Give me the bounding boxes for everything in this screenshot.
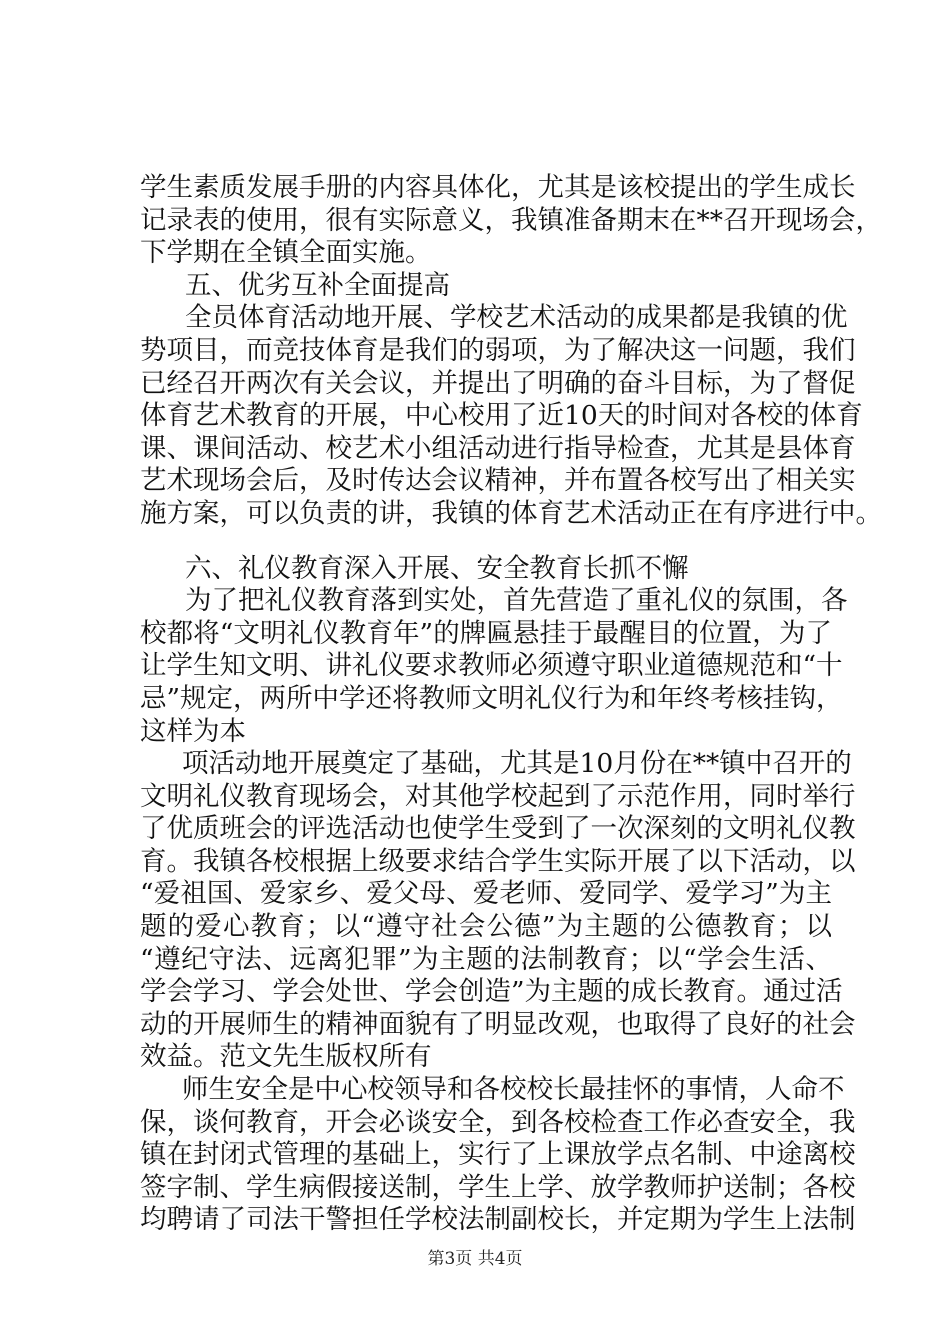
text-line: 了优质班会的评选活动也使学生受到了一次深刻的文明礼仪教 (140, 813, 856, 845)
text-line: 课、课间活动、校艺术小组活动进行指导检查，尤其是县体育 (140, 432, 856, 464)
section-heading-6: 六、礼仪教育深入开展、安全教育长抓不懈 (185, 552, 689, 584)
text-line: 忌”规定，两所中学还将教师文明礼仪行为和年终考核挂钩， (140, 682, 843, 714)
paragraph-gap (140, 531, 832, 553)
text-line: 全员体育活动地开展、学校艺术活动的成果都是我镇的优 (185, 302, 848, 334)
text-line: 镇在封闭式管理的基础上，实行了上课放学点名制、中途离校 (140, 1139, 856, 1171)
text-line: 效益。范文先生版权所有 (140, 1041, 432, 1073)
text-line: 项活动地开展奠定了基础，尤其是10月份在**镇中召开的 (182, 748, 852, 780)
text-line: 保，谈何教育，开会必谈安全，到各校检查工作必查安全，我 (140, 1106, 856, 1138)
text-line: 已经召开两次有关会议，并提出了明确的奋斗目标，为了督促 (140, 367, 856, 399)
text-line: 让学生知文明、讲礼仪要求教师必须遵守职业道德规范和“十 (140, 650, 843, 682)
section-heading-5: 五、优劣互补全面提高 (185, 269, 450, 301)
text-line: 学会学习、学会处世、学会创造”为主题的成长教育。通过活 (140, 976, 843, 1008)
text-line: 签字制、学生病假接送制，学生上学、放学教师护送制；各校 (140, 1171, 856, 1203)
text-line: 师生安全是中心校领导和各校校长最挂怀的事情，人命不 (182, 1074, 845, 1106)
text-line: 学生素质发展手册的内容具体化，尤其是该校提出的学生成长 (140, 172, 856, 203)
text-line: 施方案，可以负责的讲，我镇的体育艺术活动正在有序进行中。 (140, 497, 882, 529)
text-line: 育。我镇各校根据上级要求结合学生实际开展了以下活动，以 (140, 845, 856, 877)
text-line: 动的开展师生的精神面貌有了明显改观，也取得了良好的社会 (140, 1008, 856, 1040)
text-line: “爱祖国、爱家乡、爱父母、爱老师、爱同学、爱学习”为主 (140, 878, 832, 910)
text-line: 下学期在全镇全面实施。 (140, 237, 432, 269)
text-line: 文明礼仪教育现场会，对其他学校起到了示范作用，同时举行 (140, 780, 856, 812)
text-line: 艺术现场会后，及时传达会议精神，并布置各校写出了相关实 (140, 465, 856, 497)
text-line: 这样为本 (140, 715, 246, 747)
text-line: 题的爱心教育；以“遵守社会公德”为主题的公德教育；以 (140, 911, 832, 943)
text-line: “遵纪守法、远离犯罪”为主题的法制教育；以“学会生活、 (140, 943, 832, 975)
text-line: 记录表的使用，很有实际意义，我镇准备期末在**召开现场会， (140, 204, 882, 236)
body-text (140, 172, 882, 1237)
text-line: 校都将“文明礼仪教育年”的牌匾悬挂于最醒目的位置，为了 (140, 617, 832, 649)
text-line: 势项目，而竞技体育是我们的弱项，为了解决这一问题，我们 (140, 334, 856, 366)
page-number: 第3页 共4页 (427, 1249, 523, 1269)
text-line: 体育艺术教育的开展，中心校用了近10天的时间对各校的体育 (140, 400, 863, 432)
text-line: 为了把礼仪教育落到实处，首先营造了重礼仪的氛围，各 (185, 585, 848, 617)
text-line: 均聘请了司法干警担任学校法制副校长，并定期为学生上法制 (140, 1204, 856, 1236)
